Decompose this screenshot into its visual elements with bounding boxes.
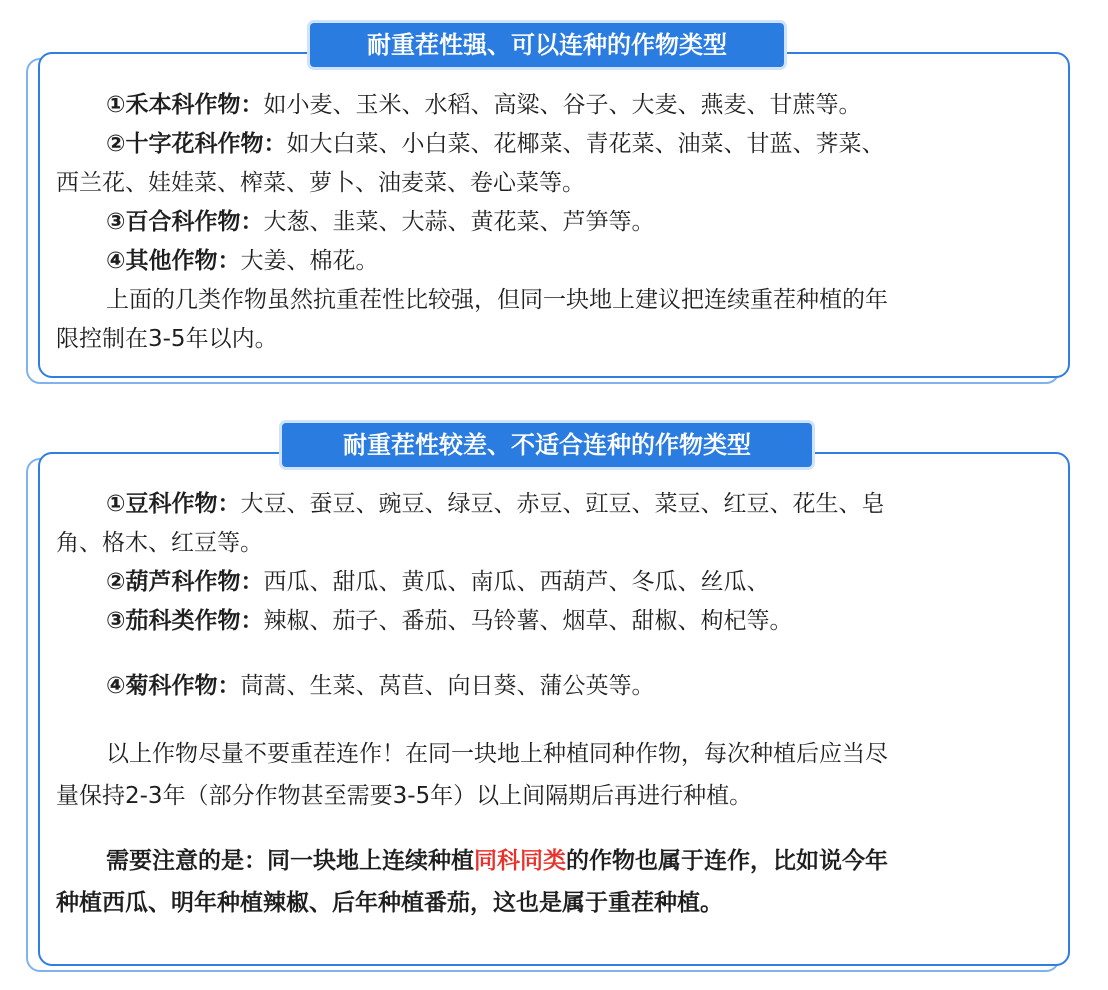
section2-item-3: ③茄科类作物：辣椒、茄子、番茄、马铃薯、烟草、甜椒、枸杞等。 [106, 608, 793, 634]
section2-note-line1: 以上作物尽量不要重茬连作！在同一块地上种植同种作物，每次种植后应当尽 [106, 741, 888, 767]
section1-item-3: ③百合科作物：大葱、韭菜、大蒜、黄花菜、芦笋等。 [106, 209, 655, 235]
section1-note-line2: 限控制在3-5年以内。 [56, 326, 278, 352]
section1-item-2-cont: 西兰花、娃娃菜、榨菜、萝卜、油麦菜、卷心菜等。 [56, 170, 585, 196]
section1-item-4: ④其他作物：大姜、棉花。 [106, 248, 379, 274]
section2-content [56, 485, 884, 641]
section2-note-line2: 量保持2-3年（部分作物甚至需要3-5年）以上间隔期后再进行种植。 [56, 783, 753, 809]
section2-title: 耐重茬性较差、不适合连种的作物类型 [282, 423, 812, 467]
section2-item-4: ④菊科作物：茼蒿、生菜、莴苣、向日葵、蒲公英等。 [106, 673, 655, 699]
section2-warning [56, 840, 888, 924]
section2-warning-line1: 需要注意的是：同一块地上连续种植同科同类的作物也属于连作，比如说今年 [106, 848, 888, 874]
section2-item-1: ①豆科作物：大豆、蚕豆、豌豆、绿豆、赤豆、豇豆、菜豆、红豆、花生、皂 [106, 491, 885, 517]
highlight-same-family: 同科同类 [474, 848, 566, 874]
section1-title: 耐重茬性强、可以连种的作物类型 [310, 23, 784, 67]
section2-item-1-cont: 角、格木、红豆等。 [56, 530, 263, 556]
section2-item-2: ②葫芦科作物：西瓜、甜瓜、黄瓜、南瓜、西葫芦、冬瓜、丝瓜、 [106, 569, 770, 595]
section1-item-2: ②十字花科作物：如大白菜、小白菜、花椰菜、青花菜、油菜、甘蓝、荠菜、 [106, 131, 885, 157]
section2-warning-line2: 种植西瓜、明年种植辣椒、后年种植番茄，这也是属于重茬种植。 [56, 890, 723, 916]
section1-note-line1: 上面的几类作物虽然抗重茬性比较强，但同一块地上建议把连续重茬种植的年 [106, 287, 888, 313]
section2-note [56, 733, 888, 817]
section1-item-1: ①禾本科作物：如小麦、玉米、水稻、高粱、谷子、大麦、燕麦、甘蔗等。 [106, 92, 862, 118]
section2-item-4-block [56, 667, 654, 706]
section1-content [56, 86, 888, 359]
